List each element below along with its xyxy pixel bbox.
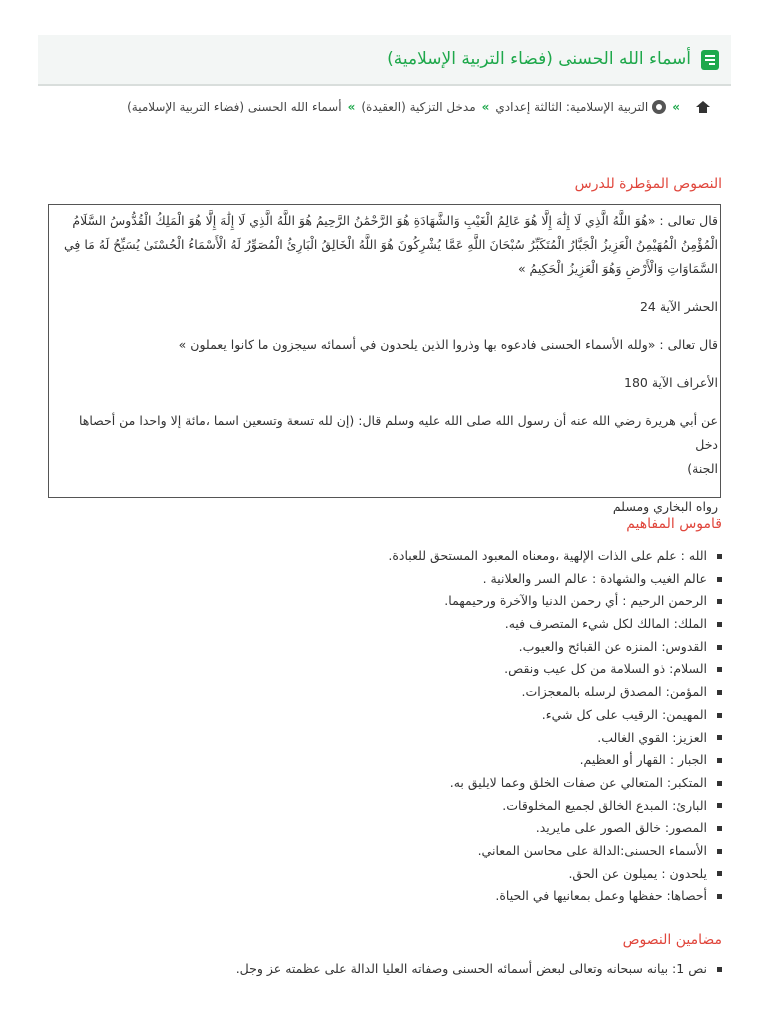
bullet-icon (717, 826, 722, 831)
concepts-heading: قاموس المفاهيم (626, 516, 722, 532)
page-title: أسماء الله الحسنى (فضاء التربية الإسلامية) (387, 49, 691, 69)
bullet-icon (717, 758, 722, 763)
list-item: أحصاها: حفظها وعمل بمعانيها في الحياة. (388, 885, 722, 908)
list-item: الملك: المالك لكل شيء المتصرف فيه. (388, 613, 722, 636)
contents-list (236, 958, 722, 981)
quran-text-line: قال تعالى : «هُوَ اللَّهُ الَّذِي لَا إِلَٰهَ إِلَّا هُوَ عَالِمُ الْغَيْبِ وَالشَّهَادَةِ هُوَ الرَّحْمَٰنُ الرَّحِيمُ هُوَ اللَّهُ الَّذِي لَا إِلَٰهَ إِلَّا هُوَ الْمَلِكُ الْقُدُّوسُ السَّلَامُ (72, 213, 718, 228)
list-item: عالم الغيب والشهادة : عالم السر والعلانية . (388, 568, 722, 591)
bullet-icon (717, 667, 722, 672)
quran-text-line: قال تعالى : «ولله الأسماء الحسنى فادعوه بها وذروا الذين يلحدون في أسمائه سيجزون ما كانوا يعملون » (178, 337, 718, 352)
text-reference: الأعراف الآية 180 (624, 375, 718, 390)
home-icon[interactable] (696, 101, 710, 113)
bullet-icon (717, 894, 722, 899)
bullet-icon (717, 803, 722, 808)
breadcrumb-separator: » (481, 100, 490, 114)
breadcrumb-item-current: أسماء الله الحسنى (فضاء التربية الإسلامية) (127, 100, 342, 114)
bullet-icon (717, 599, 722, 604)
bullet-icon (717, 645, 722, 650)
bullet-icon (717, 849, 722, 854)
list-item: الرحمن الرحيم : أي رحمن الدنيا والآخرة ورحيمهما. (388, 590, 722, 613)
bullet-icon (717, 690, 722, 695)
breadcrumb (127, 97, 710, 117)
list-item: يلحدون : يميلون عن الحق. (388, 863, 722, 886)
bullet-icon (717, 781, 722, 786)
list-item: الجبار : القهار أو العظيم. (388, 749, 722, 772)
bullet-icon (717, 871, 722, 876)
concepts-list (388, 545, 722, 908)
text-reference: الحشر الآية 24 (639, 299, 718, 314)
bullet-icon (717, 622, 722, 627)
list-item: المتكبر: المتعالي عن صفات الخلق وعما لايليق به. (388, 772, 722, 795)
list-item: البارئ: المبدع الخالق لجميع المخلوقات. (388, 795, 722, 818)
hadith-text-line: عن أبي هريرة رضي الله عنه أن رسول الله صلى الله عليه وسلم قال: (إن لله تسعة وتسعين اسما ،مائة إلا واحدا من أحصاها دخل (78, 413, 718, 452)
bullet-icon (717, 577, 722, 582)
breadcrumb-separator: » (672, 100, 680, 114)
list-item: المصور: خالق الصور على مايريد. (388, 817, 722, 840)
bullet-icon (717, 735, 722, 740)
contents-heading: مضامين النصوص (622, 932, 722, 948)
list-item: العزيز: القوي الغالب. (388, 727, 722, 750)
list-item: السلام: ذو السلامة من كل عيب ونقص. (388, 658, 722, 681)
quran-text-line: السَّمَاوَاتِ وَالْأَرْضِ وَهُوَ الْعَزِيزُ الْحَكِيمُ » (517, 261, 718, 276)
list-item: الأسماء الحسنى:الدالة على محاسن المعاني. (388, 840, 722, 863)
quran-text-line: الْمُؤْمِنُ الْمُهَيْمِنُ الْعَزِيزُ الْجَبَّارُ الْمُتَكَبِّرُ سُبْحَانَ اللَّهِ عَمَّا يُشْرِكُونَ هُوَ اللَّهُ الْخَالِقُ الْبَارِئُ الْمُصَوِّرُ لَهُ الْأَسْمَاءُ الْحُسْنَىٰ يُسَبِّحُ لَهُ مَا فِي (63, 237, 718, 252)
breadcrumb-separator: » (347, 100, 356, 114)
category-icon (652, 100, 666, 114)
breadcrumb-item-section[interactable]: مدخل التزكية (العقيدة) (361, 100, 476, 114)
document-icon (701, 50, 719, 70)
list-item: المهيمن: الرقيب على كل شيء. (388, 704, 722, 727)
list-item: القدوس: المنزه عن القبائح والعيوب. (388, 636, 722, 659)
page-header (38, 35, 731, 86)
bullet-icon (717, 554, 722, 559)
list-item: نص 1: بيانه سبحانه وتعالى لبعض أسمائه الحسنى وصفاته العليا الدالة على عظمته عز وجل. (236, 958, 722, 981)
hadith-text-line: الجنة) (687, 461, 718, 476)
quoted-texts-box (48, 204, 721, 514)
list-item: المؤمن: المصدق لرسله بالمعجزات. (388, 681, 722, 704)
breadcrumb-item-category[interactable]: التربية الإسلامية: الثالثة إعدادي (495, 100, 649, 114)
bullet-icon (717, 967, 722, 972)
texts-heading: النصوص المؤطرة للدرس (574, 176, 722, 192)
bullet-icon (717, 713, 722, 718)
text-reference: رواه البخاري ومسلم (612, 499, 718, 514)
list-item: الله : علم على الذات الإلهية ،ومعناه المعبود المستحق للعبادة. (388, 545, 722, 568)
